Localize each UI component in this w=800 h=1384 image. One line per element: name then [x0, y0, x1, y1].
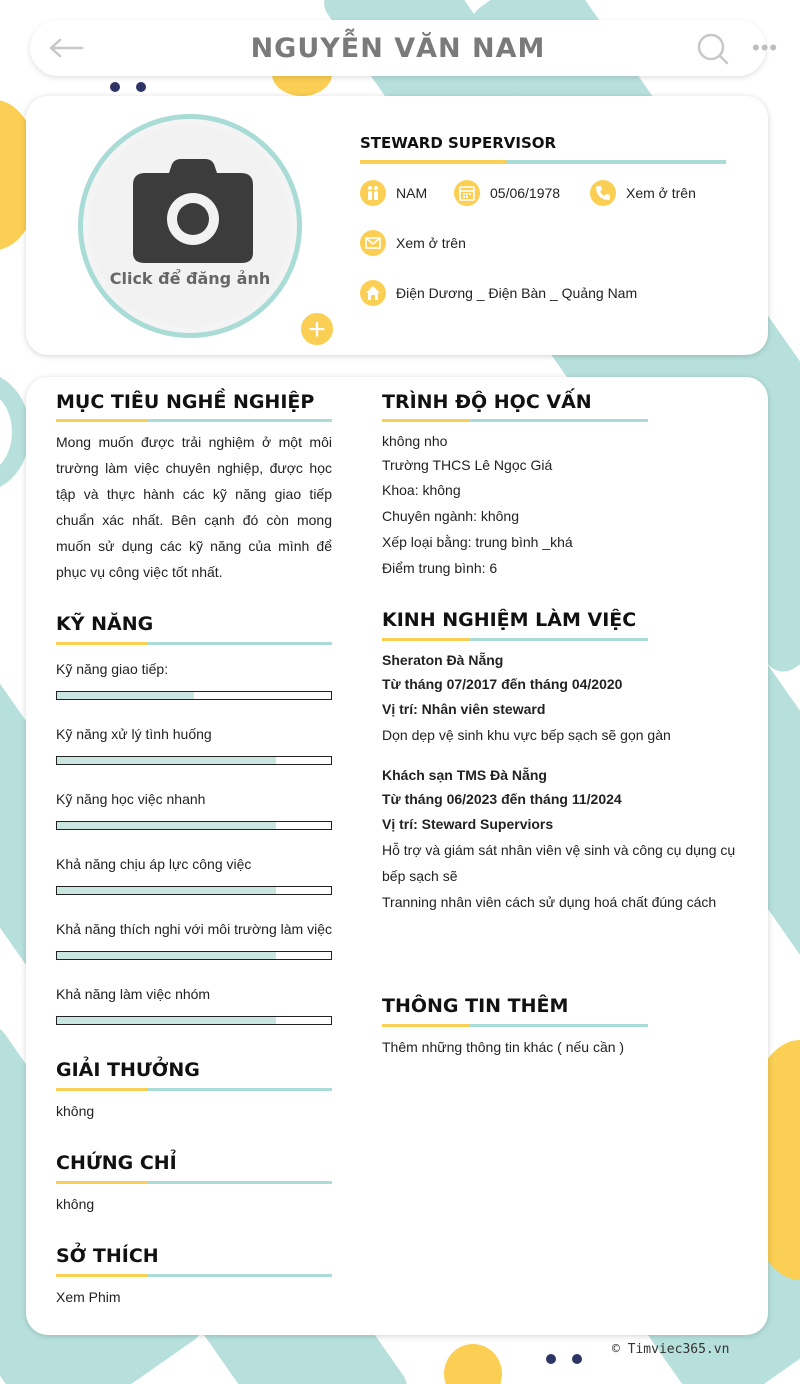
- objective-text: Mong muốn được trải nghiệm ở một môi trường làm việc chuyên nghiệp, được học tập và thực hành các kỹ năng giao tiếp chuẩn xác nhất. Bên cạnh đó còn mong muốn sử dụng các kỹ năng của mình để phục vụ công việc tốt nhất.: [56, 434, 332, 580]
- skill-bar-fill: [57, 1017, 276, 1024]
- job-description: Dọn dẹp vệ sinh khu vực bếp sạch sẽ gọn gàn: [382, 727, 671, 743]
- gender-info: [360, 180, 427, 206]
- skills-title: KỸ NĂNG: [56, 613, 154, 635]
- job-company: Sheraton Đà Nẵng: [382, 652, 504, 668]
- skill-bar: [56, 821, 332, 830]
- certificates-underline: [56, 1181, 332, 1184]
- avatar-upload[interactable]: [78, 114, 326, 346]
- birthday-value: 05/06/1978: [490, 185, 561, 201]
- awards-text: không: [56, 1103, 95, 1119]
- calendar-icon: [454, 180, 480, 206]
- more-options-icon[interactable]: •••: [752, 35, 779, 60]
- job-description: Hỗ trợ và giám sát nhân viên vệ sinh và công cụ dụng cụ: [382, 842, 736, 858]
- education-underline: [382, 419, 648, 422]
- skill-label: Kỹ năng xử lý tình huống: [56, 726, 212, 742]
- phone-icon: [590, 180, 616, 206]
- skill-label: Kỹ năng giao tiếp:: [56, 661, 169, 677]
- header-bar: [30, 20, 779, 76]
- skill-bar-fill: [57, 952, 276, 959]
- more-info-underline: [382, 1024, 648, 1027]
- job-title: STEWARD SUPERVISOR: [360, 134, 557, 152]
- skill-bar-fill: [57, 822, 276, 829]
- camera-icon: [133, 159, 253, 263]
- skill-label: Khả năng làm việc nhóm: [56, 986, 211, 1002]
- phone-value: Xem ở trên: [626, 185, 696, 201]
- education-line: Khoa: không: [382, 482, 461, 498]
- job-title-underline: [360, 160, 726, 164]
- objective-underline: [56, 419, 332, 422]
- back-arrow-icon[interactable]: [48, 38, 84, 58]
- awards-underline: [56, 1088, 332, 1091]
- certificates-text: không: [56, 1196, 95, 1212]
- gender-value: NAM: [396, 185, 428, 201]
- email-value: Xem ở trên: [396, 235, 466, 251]
- education-title: TRÌNH ĐỘ HỌC VẤN: [382, 391, 592, 413]
- skill-label: Khả năng thích nghi với môi trường làm việc: [56, 921, 332, 937]
- education-line: Xếp loại bằng: trung bình _khá: [382, 534, 573, 550]
- candidate-name: NGUYỄN VĂN NAM: [250, 32, 546, 64]
- skill-bar: [56, 886, 332, 895]
- education-line: Chuyên ngành: không: [382, 508, 519, 524]
- objective-title: MỤC TIÊU NGHỀ NGHIỆP: [56, 391, 315, 413]
- education-line: không nho: [382, 433, 448, 449]
- skill-bar: [56, 951, 332, 960]
- hobbies-text: Xem Phim: [56, 1289, 121, 1305]
- home-icon: [360, 280, 386, 306]
- more-info-text: Thêm những thông tin khác ( nếu cần ): [382, 1039, 625, 1055]
- birthday-info: [454, 180, 560, 206]
- email-info: [360, 230, 466, 256]
- job-period: Từ tháng 06/2023 đến tháng 11/2024: [382, 791, 622, 807]
- education-line: Trường THCS Lê Ngọc Giá: [382, 457, 553, 473]
- job-company: Khách sạn TMS Đà Nẵng: [382, 767, 547, 783]
- skill-label: Khả năng chịu áp lực công việc: [56, 856, 252, 872]
- job-position: Vị trí: Steward Superviors: [382, 816, 554, 832]
- experience-title: KINH NGHIỆM LÀM VIỆC: [382, 609, 637, 631]
- gender-icon: [360, 180, 386, 206]
- more-info-title: THÔNG TIN THÊM: [382, 995, 569, 1017]
- hobbies-title: SỞ THÍCH: [56, 1245, 159, 1267]
- skill-bar: [56, 691, 332, 700]
- job-period: Từ tháng 07/2017 đến tháng 04/2020: [382, 676, 623, 692]
- address-info: [360, 280, 637, 306]
- search-icon[interactable]: [696, 32, 730, 66]
- phone-info: [590, 180, 696, 206]
- experience-underline: [382, 638, 648, 641]
- job-description: bếp sạch sẽ: [382, 868, 458, 884]
- job-description: Tranning nhân viên cách sử dụng hoá chất đúng cách: [382, 894, 717, 910]
- job-position: Vị trí: Nhân viên steward: [382, 701, 546, 717]
- add-photo-button[interactable]: +: [299, 311, 335, 347]
- skill-bar-fill: [57, 887, 276, 894]
- address-value: Điện Dương _ Điện Bàn _ Quảng Nam: [396, 285, 638, 301]
- hobbies-underline: [56, 1274, 332, 1277]
- skill-bar: [56, 1016, 332, 1025]
- skill-bar: [56, 756, 332, 765]
- certificates-title: CHỨNG CHỈ: [56, 1152, 177, 1174]
- skill-bar-fill: [57, 692, 194, 699]
- copyright-footer: © Timviec365.vn: [612, 1342, 730, 1357]
- skill-bar-fill: [57, 757, 276, 764]
- photo-caption: Click để đăng ảnh: [109, 269, 271, 288]
- awards-title: GIẢI THƯỞNG: [56, 1059, 200, 1081]
- profile-card: [26, 96, 768, 355]
- email-icon: [360, 230, 386, 256]
- skills-underline: [56, 642, 332, 645]
- skill-label: Kỹ năng học việc nhanh: [56, 791, 206, 807]
- cv-body-card: [26, 377, 768, 1335]
- education-line: Điểm trung bình: 6: [382, 560, 498, 576]
